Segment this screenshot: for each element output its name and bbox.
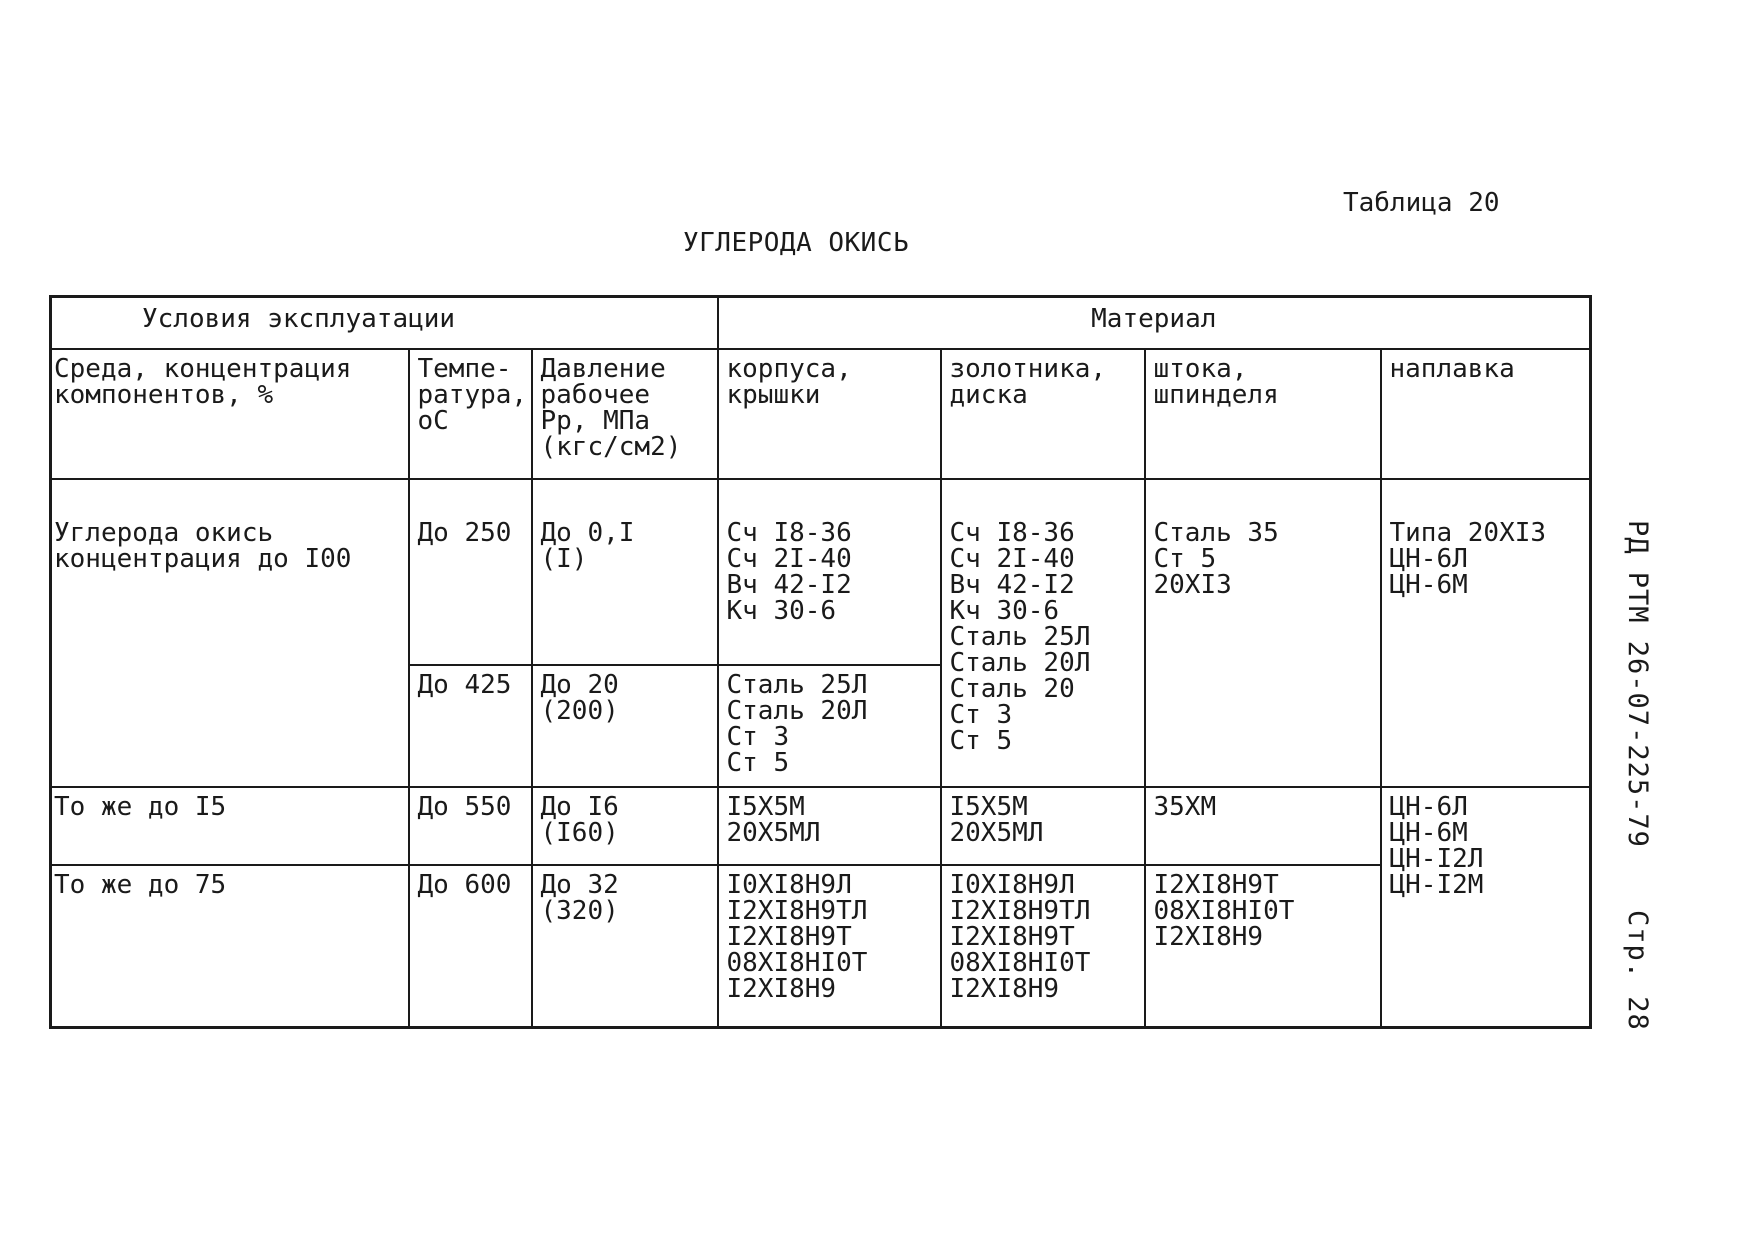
- cell-medium: То же до I5: [51, 787, 409, 865]
- cell-pressure: До 0,I (I): [532, 479, 718, 665]
- table-row: [51, 865, 1591, 1028]
- table-row: [51, 787, 1591, 865]
- cell-temperature: До 550: [409, 787, 532, 865]
- col-header-facing: наплавка: [1381, 349, 1591, 479]
- materials-table: [49, 295, 1592, 1029]
- cell-body: I5X5М 20X5МЛ: [718, 787, 941, 865]
- col-header-medium: Среда, концентрация компонентов, %: [51, 349, 409, 479]
- cell-facing: ЦН-6Л ЦН-6М ЦН-I2Л ЦН-I2М: [1381, 787, 1591, 1028]
- cell-medium: Углерода окись концентрация до I00: [51, 479, 409, 787]
- col-header-temperature: Темпе- ратура, оС: [409, 349, 532, 479]
- column-header-row: [51, 349, 1591, 479]
- cell-body: Сч I8-36 Сч 2I-40 Вч 42-I2 Кч 30-6: [718, 479, 941, 665]
- cell-pressure: До I6 (I60): [532, 787, 718, 865]
- col-header-stem: штока, шпинделя: [1145, 349, 1381, 479]
- col-header-pressure: Давление рабочее Рр, МПа (кгс/см2): [532, 349, 718, 479]
- cell-pressure: До 32 (320): [532, 865, 718, 1028]
- cell-temperature: До 425: [409, 665, 532, 787]
- cell-stem: I2XI8H9Т 08XI8HI0Т I2XI8H9: [1145, 865, 1381, 1028]
- group-header-row: [51, 297, 1591, 350]
- cell-facing: Типа 20XI3 ЦН-6Л ЦН-6М: [1381, 479, 1591, 787]
- document-code: РД РТМ 26-07-225-79: [1622, 520, 1653, 848]
- cell-stem: Сталь 35 Ст 5 20XI3: [1145, 479, 1381, 787]
- cell-temperature: До 600: [409, 865, 532, 1028]
- cell-temperature: До 250: [409, 479, 532, 665]
- table-number: Таблица 20: [1343, 188, 1500, 218]
- cell-stem: 35XМ: [1145, 787, 1381, 865]
- table-title: УГЛЕРОДА ОКИСЬ: [683, 228, 910, 258]
- group-header-material: Материал: [718, 297, 1591, 350]
- col-header-disc: золотника, диска: [941, 349, 1145, 479]
- cell-disc: Сч I8-36 Сч 2I-40 Вч 42-I2 Кч 30-6 Сталь 25Л Сталь 20Л Сталь 20 Ст 3 Ст 5: [941, 479, 1145, 787]
- cell-pressure: До 20 (200): [532, 665, 718, 787]
- page-number: Стр. 28: [1622, 910, 1653, 1031]
- cell-medium: То же до 75: [51, 865, 409, 1028]
- cell-body: I0XI8H9Л I2XI8H9ТЛ I2XI8H9Т 08XI8HI0Т I2XI8H9: [718, 865, 941, 1028]
- col-header-body: корпуса, крышки: [718, 349, 941, 479]
- group-header-conditions: Условия эксплуатации: [51, 297, 718, 350]
- cell-disc: I5X5М 20X5МЛ: [941, 787, 1145, 865]
- cell-body: Сталь 25Л Сталь 20Л Ст 3 Ст 5: [718, 665, 941, 787]
- cell-disc: I0XI8H9Л I2XI8H9ТЛ I2XI8H9Т 08XI8HI0Т I2XI8H9: [941, 865, 1145, 1028]
- table-row: [51, 479, 1591, 665]
